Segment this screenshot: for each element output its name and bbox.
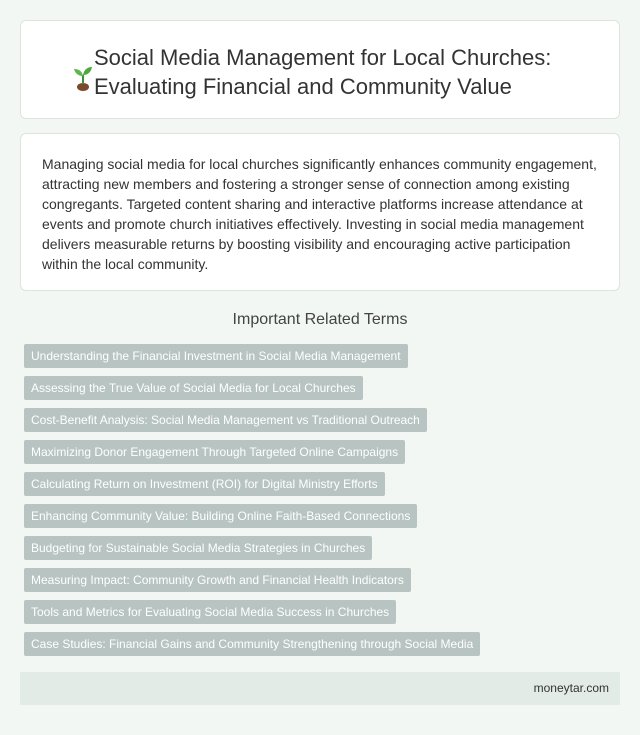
term-link[interactable]: Case Studies: Financial Gains and Community Strengthening through Social Media [24,632,480,656]
term-link[interactable]: Tools and Metrics for Evaluating Social Media Success in Churches [24,600,396,624]
list-item [24,568,480,600]
seedling-icon [72,65,94,91]
list-item [24,408,480,440]
list-item [24,440,480,472]
term-link[interactable]: Enhancing Community Value: Building Online Faith-Based Connections [24,504,417,528]
list-item [24,536,480,568]
term-link[interactable]: Calculating Return on Investment (ROI) for Digital Ministry Efforts [24,472,385,496]
title-card [20,20,620,119]
list-item [24,344,480,376]
term-link[interactable]: Budgeting for Sustainable Social Media Strategies in Churches [24,536,372,560]
term-link[interactable]: Cost-Benefit Analysis: Social Media Management vs Traditional Outreach [24,408,427,432]
summary-text: Managing social media for local churches significantly enhances community engagement, attracting new members and fostering a stronger sense of connection among existing congregants. Targeted content sharing and interactive platforms increase attendance at events and promote church initiatives effectively. Investing in social media management delivers measurable returns by boosting visibility and encouraging active participation within the local community. [42,156,597,272]
related-terms-heading: Important Related Terms [232,311,408,328]
list-item [24,472,480,504]
summary-card [20,133,620,291]
term-link[interactable]: Assessing the True Value of Social Media for Local Churches [24,376,363,400]
list-item [24,504,480,536]
related-terms-list [24,344,480,664]
term-link[interactable]: Maximizing Donor Engagement Through Targeted Online Campaigns [24,440,405,464]
footer [20,672,620,705]
list-item [24,632,480,664]
list-item [24,600,480,632]
page-title: Social Media Management for Local Churches: Evaluating Financial and Community Value [94,45,552,99]
term-link[interactable]: Understanding the Financial Investment in Social Media Management [24,344,408,368]
list-item [24,376,480,408]
term-link[interactable]: Measuring Impact: Community Growth and Financial Health Indicators [24,568,411,592]
footer-site-link[interactable]: moneytar.com [533,681,609,695]
